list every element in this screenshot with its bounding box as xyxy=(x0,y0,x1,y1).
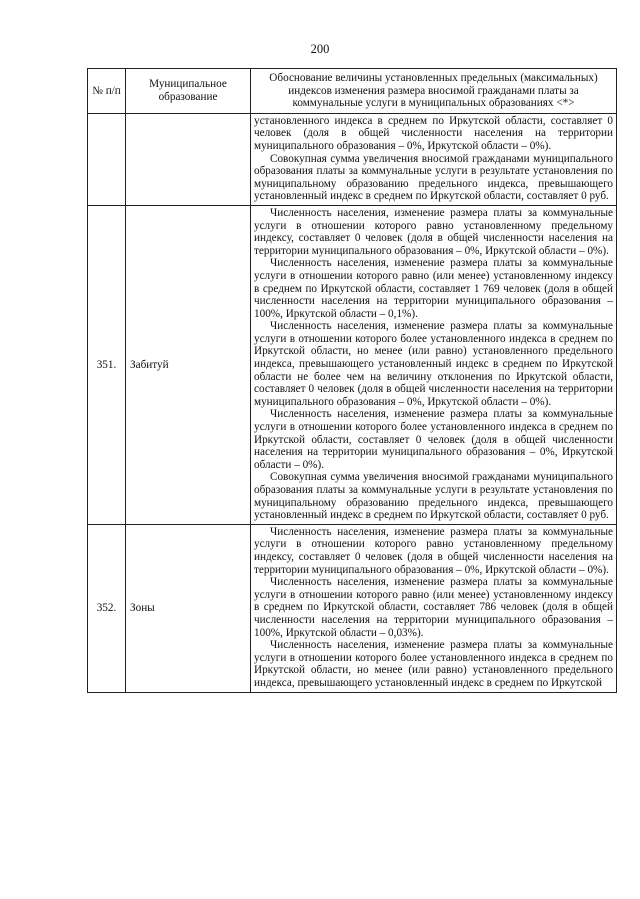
paragraph: Численность населения, изменение размера платы за коммунальные услуги в отношении которого равно (или менее) установленному индексу в среднем по Иркутской области, составляет 786 человек (доля в общей численности населения на территории муниципального образования – 100%, Иркутской области – 0,03%). xyxy=(254,576,613,639)
table-row xyxy=(88,524,617,692)
paragraph: установленного индекса в среднем по Иркутской области, составляет 0 человек (доля в общей численности населения на территории муниципального образования – 0%, Иркутской области – 0%). xyxy=(254,114,613,152)
row-number xyxy=(88,113,126,205)
row-justification xyxy=(251,524,617,692)
row-number: 352. xyxy=(88,524,126,692)
row-justification xyxy=(251,113,617,205)
paragraph: Численность населения, изменение размера платы за коммунальные услуги в отношении которого равно установленному предельному индексу, составляет 0 человек (доля в общей численности населения на территории муниципального образования – 0%, Иркутской области – 0%). xyxy=(254,525,613,576)
paragraph: Численность населения, изменение размера платы за коммунальные услуги в отношении которого более установленного индекса в среднем по Иркутской области, но менее (или равно) установленного предельного индекса, превышающего установленный индекс в среднем по Иркутской xyxy=(254,639,613,689)
paragraph: Численность населения, изменение размера платы за коммунальные услуги в отношении которого равно установленному предельному индексу, составляет 0 человек (доля в общей численности населения на территории муниципального образования – 0%, Иркутской области – 0%). xyxy=(254,206,613,257)
row-justification xyxy=(251,205,617,524)
row-municipality: Забитуй xyxy=(126,205,251,524)
table-row xyxy=(88,113,617,205)
paragraph: Совокупная сумма увеличения вносимой гражданами муниципального образования платы за коммунальные услуги в результате установления по муниципальному образованию предельного индекса, превышающего установленный индекс в среднем по Иркутской области, составляет 0 руб. xyxy=(254,152,613,203)
paragraph: Численность населения, изменение размера платы за коммунальные услуги в отношении которого более установленного индекса в среднем по Иркутской области, составляет 0 человек (доля в общей численности населения на территории муниципального образования – 0%, Иркутской области – 0%). xyxy=(254,408,613,471)
table-row xyxy=(88,205,617,524)
row-municipality: Зоны xyxy=(126,524,251,692)
page-number: 200 xyxy=(310,42,330,56)
row-municipality xyxy=(126,113,251,205)
paragraph: Численность населения, изменение размера платы за коммунальные услуги в отношении которого более установленного индекса в среднем по Иркутской области, но менее (или равно) установленного предельного индекса, превышающего установленный индекс в среднем по Иркутской области не более чем на величину отклонения по Иркутской области, составляет 0 человек (доля в общей численности населения на территории муниципального образования – 0%, Иркутской области – 0%). xyxy=(254,320,613,408)
header-number: № п/п xyxy=(88,69,126,114)
paragraph: Численность населения, изменение размера платы за коммунальные услуги в отношении которого равно (или менее) установленному индексу в среднем по Иркутской области, составляет 1 769 человек (доля в общей численности населения на территории муниципального образования – 100%, Иркутской области – 0,1%). xyxy=(254,257,613,320)
table-header-row xyxy=(88,69,617,114)
header-municipality: Муниципальное образование xyxy=(126,69,251,114)
paragraph: Совокупная сумма увеличения вносимой гражданами муниципального образования платы за коммунальные услуги в результате установления по муниципальному образованию предельного индекса, превышающего установленный индекс в среднем по Иркутской области, составляет 0 руб. xyxy=(254,471,613,522)
header-justification: Обоснование величины установленных предельных (максимальных) индексов изменения размера вносимой гражданами платы за коммунальные услуги в муниципальных образованиях <*> xyxy=(251,69,617,114)
row-number: 351. xyxy=(88,205,126,524)
municipal-index-table xyxy=(87,68,617,693)
